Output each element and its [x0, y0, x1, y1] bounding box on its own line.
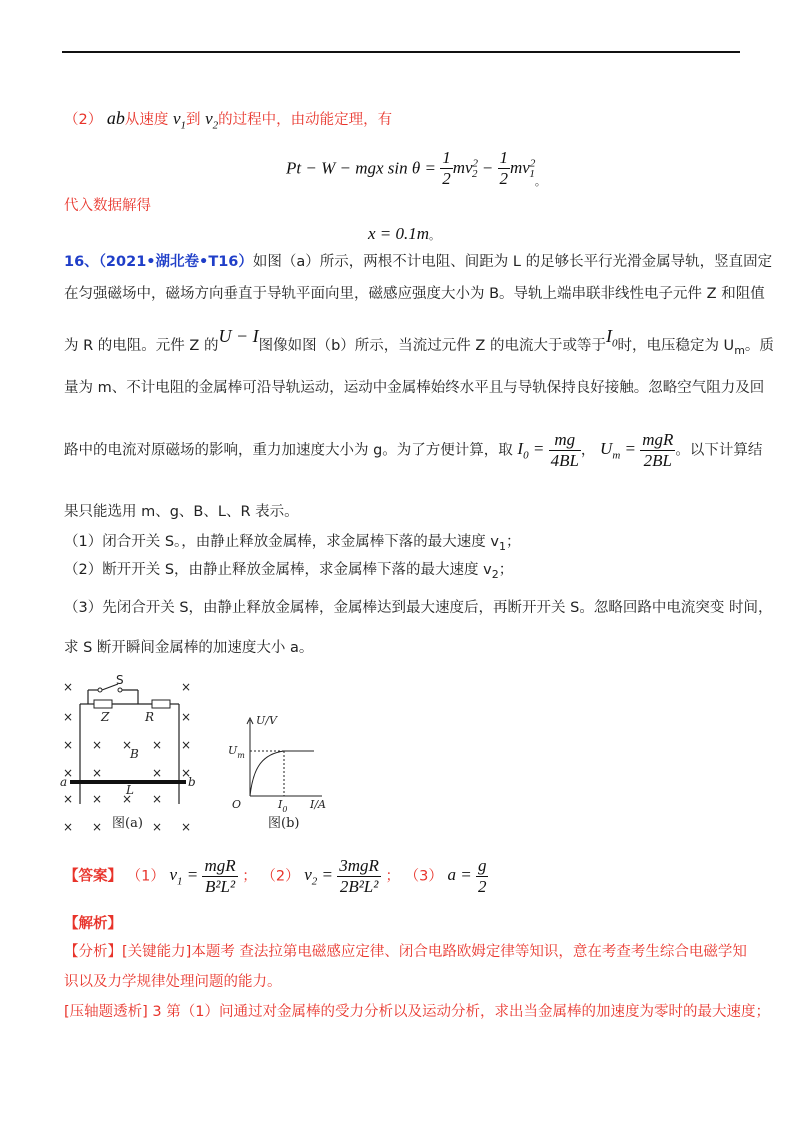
q16-source: （2021•湖北卷•T16）	[98, 254, 253, 270]
eq1-term-a: $mv^2_2$	[452, 156, 479, 181]
cross-mark: ×	[152, 792, 163, 806]
result-equation: x = 0.1m。	[368, 224, 441, 243]
y-axis-label: U/V	[256, 714, 277, 727]
label-l: L	[126, 783, 134, 797]
cross-mark: ×	[63, 738, 74, 752]
field-crosses	[63, 680, 191, 832]
ui-curve	[250, 751, 314, 796]
var-v1: $v_1$	[172, 109, 186, 132]
var-i0: $I_0$	[605, 326, 618, 350]
label-b: B	[130, 747, 139, 761]
cross-mark: ×	[63, 820, 74, 832]
figure-b-caption: 图(b)	[268, 816, 300, 831]
part2-to: 到	[186, 112, 201, 128]
cross-mark: ×	[152, 738, 163, 752]
answer-2: $v_2$ = $\frac{\text{3mgR}}{\text{2B²L²}}$	[304, 856, 379, 896]
answer-3: a = $\frac{g}{2}$	[447, 856, 487, 896]
q16-line-4: 量为 m、不计电阻的金属棒可沿导轨运动，运动中金属棒始终水平且与导轨保持良好接触。忽略空气阻力及回	[64, 380, 765, 396]
cross-mark: ×	[181, 680, 192, 694]
label-a: a	[60, 775, 68, 789]
um-label: $U_m$	[228, 744, 245, 760]
cross-mark: ×	[92, 792, 103, 806]
q16-number: 16、	[64, 254, 99, 270]
figure-a-caption: 图(a)	[112, 816, 143, 831]
formula-um: $U_m$ = $\frac{\text{mgR}}{2BL}$	[600, 430, 674, 470]
eq1-frac-a: $\frac{1}{2}$	[442, 148, 451, 188]
cross-mark: ×	[63, 680, 74, 694]
label-end-b: b	[188, 775, 196, 789]
cross-mark: ×	[152, 766, 163, 780]
cross-mark: ×	[92, 820, 103, 832]
cross-mark: ×	[181, 710, 192, 724]
ui-graph-label: U − I	[218, 326, 259, 346]
origin-label: O	[232, 798, 242, 811]
switch-contact	[98, 688, 102, 692]
switch-contact	[118, 688, 122, 692]
element-z	[94, 700, 112, 708]
subq-2: （2）断开开关 S，由静止释放金属棒，求金属棒下落的最大速度 $v_2$；	[64, 562, 514, 581]
cross-mark: ×	[63, 766, 74, 780]
analysis-line-2: 识以及力学规律处理问题的能力。	[64, 974, 282, 990]
cross-mark: ×	[181, 820, 192, 832]
formula-i0: $I_0$ = $\frac{mg}{4BL}$	[517, 430, 579, 470]
cross-mark: ×	[63, 710, 74, 724]
energy-equation: Pt − W − mgx sin θ = $\frac{1}{2}$ $mv^2_2$ − $\frac{1}{2}$ $mv^2_1$。	[286, 148, 546, 188]
cross-mark: ×	[92, 738, 103, 752]
figure-b-graph	[222, 712, 350, 812]
eq1-frac-b: $\frac{1}{2}$	[499, 148, 509, 188]
answer-label: 【答案】	[64, 868, 122, 885]
substitute-text: 代入数据解得	[64, 198, 151, 214]
part2-text-1: 从速度	[124, 112, 169, 128]
var-v2: $v_2$	[205, 109, 219, 132]
cross-mark: ×	[92, 766, 103, 780]
eq1-lhs: Pt − W − mgx sin θ =	[286, 158, 436, 178]
part2-line	[64, 108, 392, 135]
cross-mark: ×	[63, 792, 74, 806]
header-rule	[62, 51, 740, 53]
q16-line-3: 为 R 的电阻。元件 Z 的U − I图像如图（b）所示，当流过元件 Z 的电流大于或等于$I_0$时，电压稳定为 $U_m$。质	[64, 326, 774, 357]
q16-line-5: 路中的电流对原磁场的影响，重力加速度大小为 g。为了方便计算，取 $I_0$ = $\frac{mg}{4BL}$ ， $U_m$ = $\frac{\text{mgR}}{2BL}$ 。以下计算结	[64, 430, 763, 470]
analysis-line-3: [压轴题透析] 3 第（1）问通过对金属棒的受力分析以及运动分析，求出当金属棒的加速度为零时的最大速度；	[64, 1004, 770, 1020]
cross-mark: ×	[181, 766, 192, 780]
q16-line-2: 在匀强磁场中，磁场方向垂直于导轨平面向里，磁感应强度大小为 B。导轨上端串联非线性电子元件 Z 和阻值	[64, 286, 765, 302]
figure-a-circuit	[58, 670, 218, 832]
eq1-term-b: $mv^2_1$	[510, 156, 536, 181]
resistor-r	[152, 700, 170, 708]
label-s: S	[116, 673, 124, 687]
i0-label: $I_0$	[278, 798, 288, 812]
answer-line: 【答案】 （1） $v_1$ = $\frac{\text{mgR}}{\text{B²L²}}$ ； （2） $v_2$ = $\frac{\text{3mgR}}{\text{2B²L²}}$ ； （3） a = $\frac{g}{2}$	[64, 856, 487, 896]
part2-label: （2）	[64, 112, 103, 128]
x-axis-label: I/A	[310, 798, 326, 811]
label-z: Z	[101, 710, 110, 724]
answer-1: $v_1$ = $\frac{\text{mgR}}{\text{B²L²}}$	[169, 856, 236, 896]
analysis-line-1: 【分析】[关键能力]本题考 查法拉第电磁感应定律、闭合电路欧姆定律等知识，意在考查考生综合电磁学知	[64, 944, 747, 960]
subq-3-cont: 求 S 断开瞬间金属棒的加速度大小 a。	[64, 640, 314, 656]
q16-line-1: 16、（2021•湖北卷•T16）如图（a）所示，两根不计电阻、间距为 L 的足够长平行光滑金属导轨，竖直固定	[64, 254, 773, 270]
label-r: R	[145, 710, 155, 724]
cross-mark: ×	[122, 738, 133, 752]
cross-mark: ×	[122, 792, 133, 806]
var-ab: ab	[106, 108, 125, 128]
eq1-minus: −	[481, 158, 494, 178]
cross-mark: ×	[181, 738, 192, 752]
q16-line-6: 果只能选用 m、g、B、L、R 表示。	[64, 504, 299, 520]
analysis-label: 【解析】	[64, 916, 122, 932]
subq-1: （1）闭合开关 S。，由静止释放金属棒，求金属棒下落的最大速度 $v_1$；	[64, 534, 521, 553]
subq-3: （3）先闭合开关 S，由静止释放金属棒，金属棒达到最大速度后，再断开开关 S。忽略回路中电流突变 时间，	[64, 600, 773, 616]
part2-text-2: 的过程中，由动能定理，有	[218, 112, 393, 128]
cross-mark: ×	[152, 820, 163, 832]
